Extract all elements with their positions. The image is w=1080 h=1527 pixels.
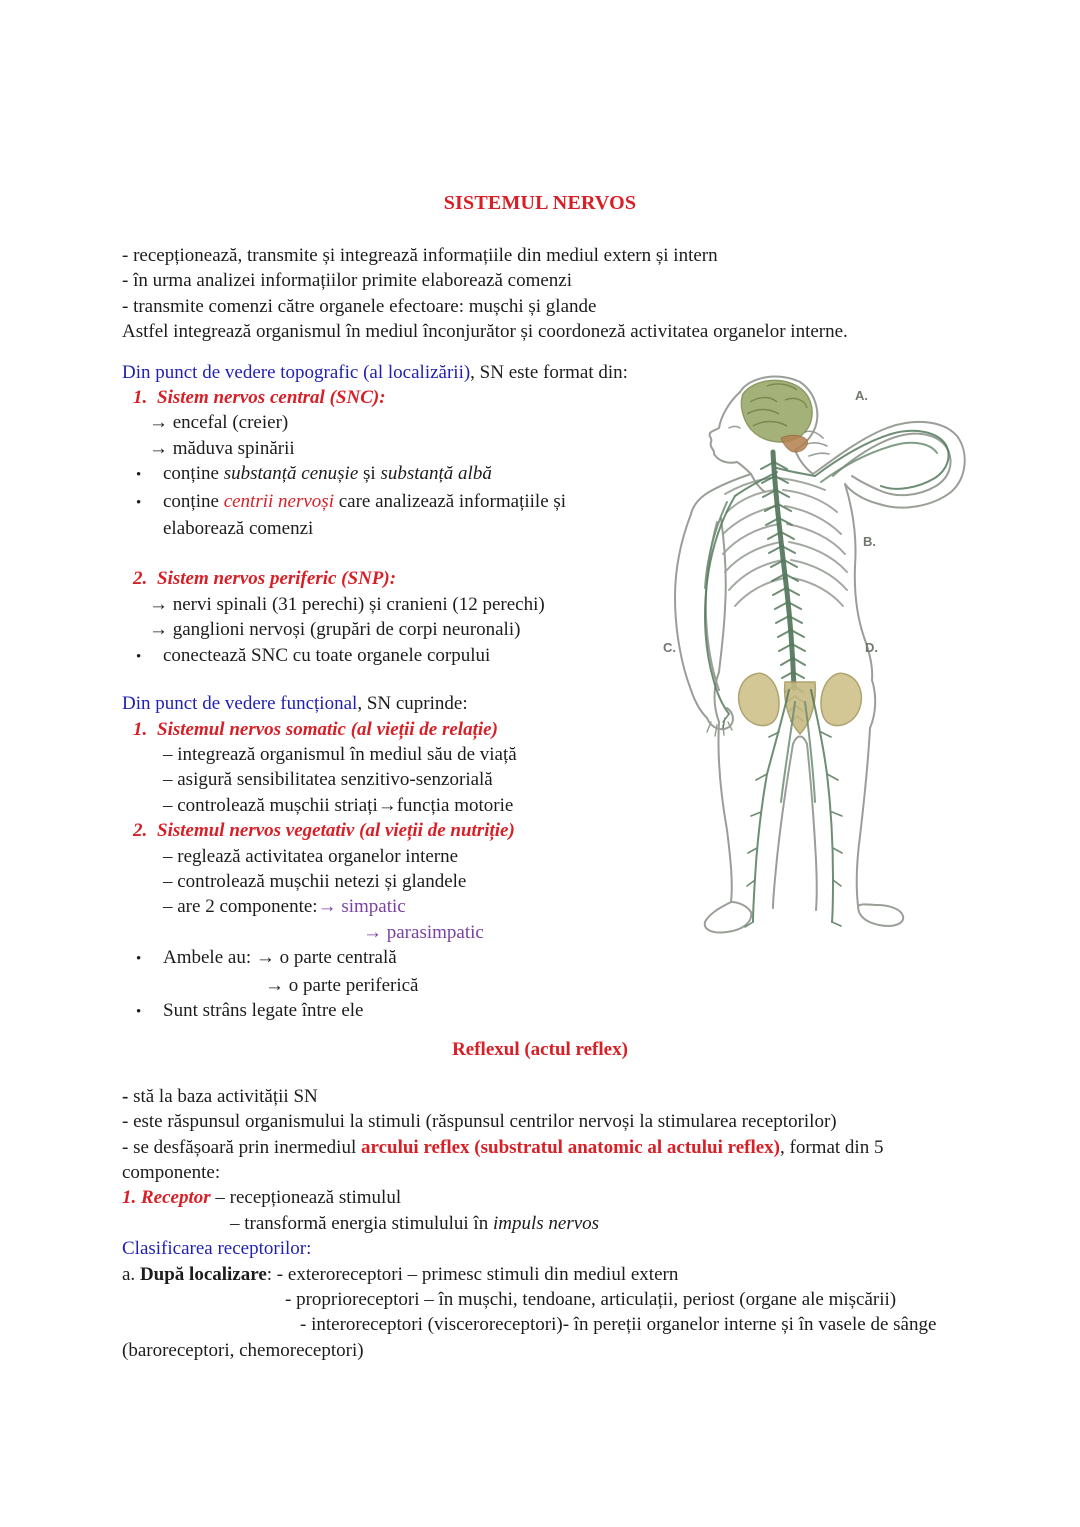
snc-item-encefal: → encefal (creier)	[149, 412, 289, 434]
snc-heading: 1. Sistem nervos central (SNC):	[133, 387, 386, 409]
reflex-line-2: - este răspunsul organismului la stimuli (răspunsul centrilor nervoși la stimularea receptorilor)	[122, 1111, 837, 1133]
snc-item-maduva: → măduva spinării	[149, 437, 295, 459]
reflex-line-3: - se desfășoară prin inermediul arcului reflex (substratul anatomic al actului reflex), format din 5	[122, 1136, 884, 1158]
snp-bullet-conecteaza: • conectează SNC cu toate organele corpului	[136, 644, 491, 666]
vegetativ-item-3: – are 2 componente:→ simpatic	[163, 896, 406, 918]
vegetativ-item-1: – reglează activitatea organelor interne	[163, 845, 459, 867]
page-title: SISTEMUL NERVOS	[443, 192, 637, 214]
snc-bullet-centrii-cont: elaborează comenzi	[163, 518, 314, 540]
somatic-item-1: – integrează organismul în mediul său de viață	[163, 743, 517, 765]
figure-label-d: D.	[865, 640, 878, 655]
snc-bullet-substanta: • conține substanță cenușie și substanță albă	[136, 463, 492, 485]
receptor-line: 1. Receptor – recepționează stimulul	[122, 1187, 402, 1209]
intro-line-4: Astfel integrează organismul în mediul înconjurător și coordoneză activitatea organelor interne.	[122, 321, 848, 343]
nervous-system-figure	[655, 372, 975, 947]
section-gap	[122, 1025, 123, 1037]
pelvis	[739, 673, 862, 734]
intro-line-1: - recepționează, transmite și integrează informațiile din mediul extern și intern	[122, 245, 718, 266]
clasificare-heading: Clasificarea receptorilor:	[122, 1238, 312, 1260]
legate-bullet: • Sunt strâns legate între ele	[136, 999, 364, 1021]
snp-item-nervi: → nervi spinali (31 perechi) și cranieni (12 perechi)	[149, 593, 545, 615]
snp-item-ganglioni: → ganglioni nervoși (grupări de corpi neuronali)	[149, 619, 521, 641]
brain	[741, 380, 812, 452]
vegetativ-heading: 2. Sistemul nervos vegetativ (al vieții de nutriție)	[133, 820, 515, 842]
somatic-heading: 1. Sistemul nervos somatic (al vieții de relație)	[133, 718, 498, 740]
localizare-line: a. După localizare: - exteroreceptori – primesc stimuli din mediul extern	[122, 1263, 679, 1285]
intro-line-2: - în urma analizei informațiilor primite elaborează comenzi	[122, 270, 572, 292]
reflex-heading: Reflexul (actul reflex)	[452, 1039, 628, 1061]
somatic-item-3: – controlează mușchii striați→funcția motorie	[163, 794, 514, 816]
section-gap	[122, 345, 123, 360]
vegetativ-item-2: – controlează mușchii netezi și glandele	[163, 870, 467, 892]
body-outline	[675, 377, 965, 933]
topographic-heading: Din punct de vedere topografic (al localizării), SN este format din:	[122, 361, 628, 383]
figure-label-b: B.	[863, 534, 876, 549]
ambele-bullet-cont: → o parte periferică	[265, 974, 419, 996]
figure-label-c: C.	[663, 640, 676, 655]
snp-heading: 2. Sistem nervos periferic (SNP):	[133, 568, 397, 590]
interoreceptori-line: - interoreceptori (visceroreceptori)- în pereții organelor interne și în vasele de sânge	[300, 1314, 937, 1336]
interoreceptori-cont: (baroreceptori, chemoreceptori)	[122, 1339, 364, 1361]
somatic-item-2: – asigură sensibilitatea senzitivo-senzorială	[163, 769, 493, 791]
intro-line-3: - transmite comenzi către organele efectoare: mușchi și glande	[122, 295, 597, 317]
receptor-line-cont: – transformă energia stimulului în impuls nervos	[230, 1212, 600, 1234]
figure-label-a: A.	[855, 388, 868, 403]
proprioreceptori-line: - proprioreceptori – în mușchi, tendoane, articulații, periost (organe ale mișcării)	[285, 1289, 897, 1311]
section-gap	[122, 541, 123, 566]
section-gap	[122, 1063, 123, 1084]
functional-heading: Din punct de vedere funcțional, SN cuprinde:	[122, 693, 468, 715]
snc-bullet-centrii: • conține centrii nervoși care analizează informațiile și	[136, 490, 567, 512]
reflex-line-1: - stă la baza activității SN	[122, 1085, 318, 1107]
vegetativ-item-3b: → parasimpatic	[363, 921, 484, 943]
section-gap	[122, 670, 123, 691]
ambele-bullet: • Ambele au: → o parte centrală	[136, 947, 397, 969]
reflex-line-3-cont: componente:	[122, 1162, 221, 1183]
